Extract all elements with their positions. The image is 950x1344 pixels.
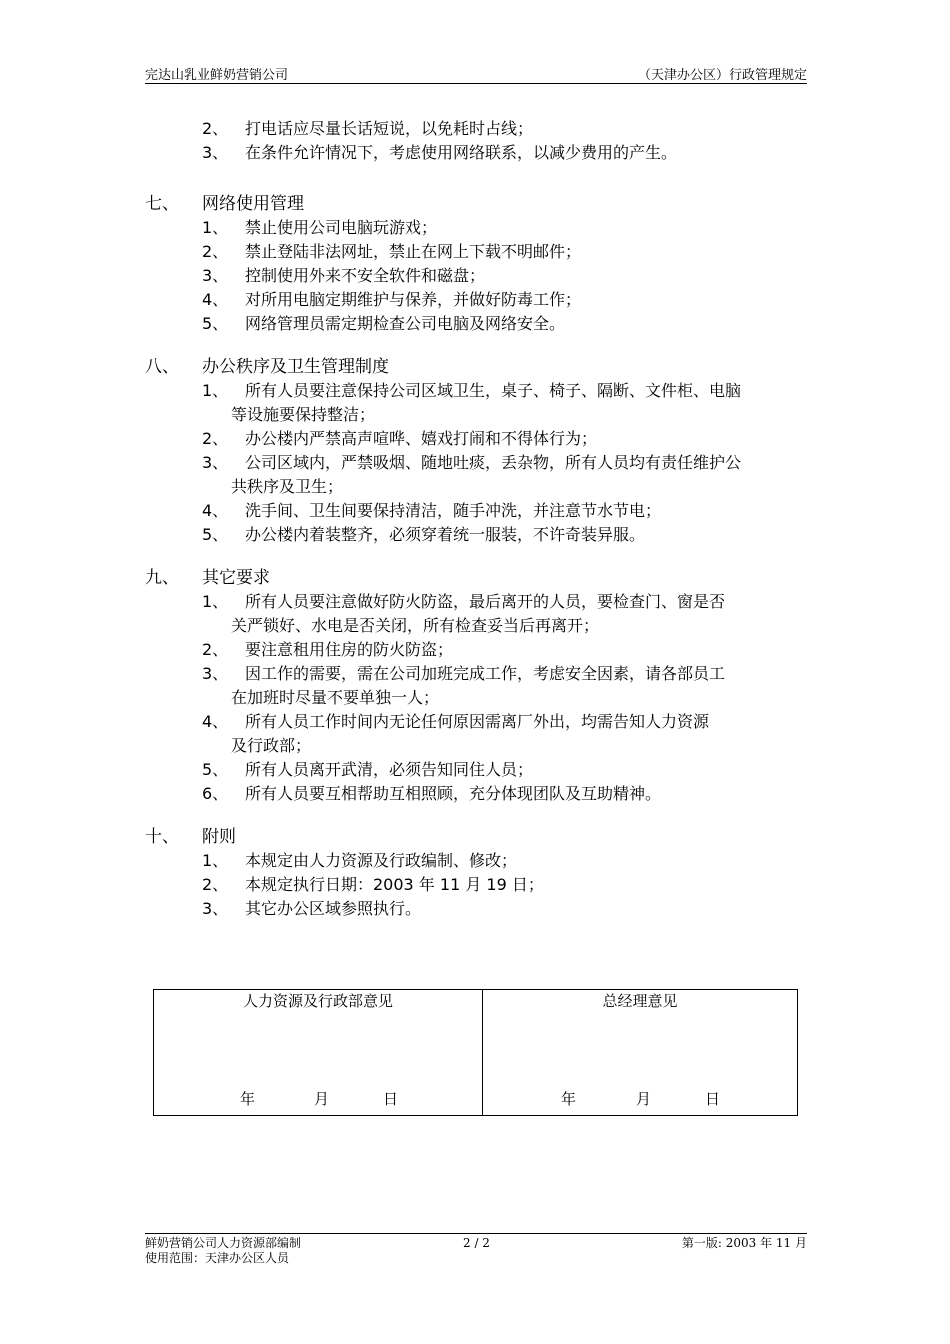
item-text: 办公楼内着装整齐，必须穿着统一服装，不许奇装异服。	[245, 525, 646, 544]
list-item	[145, 216, 807, 240]
item-number: 4、	[202, 712, 229, 731]
list-item	[145, 873, 807, 897]
item-text: 其它办公区域参照执行。	[245, 899, 422, 918]
list-item	[145, 710, 807, 734]
item-text: 在条件允许情况下，考虑使用网络联系，以减少费用的产生。	[245, 143, 678, 162]
item-number: 5、	[202, 314, 229, 333]
item-number: 3、	[202, 664, 229, 683]
item-number: 2、	[202, 875, 229, 894]
header-doc-title: （天津办公区）行政管理规定	[637, 68, 807, 83]
gm-date-day: 日	[705, 1090, 721, 1108]
section-title: 办公秩序及卫生管理制度	[202, 357, 389, 377]
item-number: 1、	[202, 592, 229, 611]
hr-opinion-title: 人力资源及行政部意见	[242, 992, 393, 1010]
item-text: 控制使用外来不安全软件和磁盘；	[245, 266, 486, 285]
item-number: 6、	[202, 784, 229, 803]
item-number: 4、	[202, 501, 229, 520]
section-heading	[145, 355, 807, 379]
item-text: 要注意租用住房的防火防盗；	[245, 640, 454, 659]
item-text: 所有人员要注意做好防火防盗，最后离开的人员，要检查门、窗是否	[245, 592, 726, 611]
item-text: 网络管理员需定期检查公司电脑及网络安全。	[245, 314, 566, 333]
item-number: 1、	[202, 218, 229, 237]
item-number: 1、	[202, 381, 229, 400]
list-item	[145, 849, 807, 873]
item-number: 2、	[202, 119, 229, 138]
list-item	[145, 499, 807, 523]
list-item	[145, 758, 807, 782]
item-number: 5、	[202, 525, 229, 544]
item-text: 所有人员要互相帮助互相照顾，充分体现团队及互助精神。	[245, 784, 662, 803]
item-number: 1、	[202, 851, 229, 870]
list-item	[145, 264, 807, 288]
item-continuation: 等设施要保持整洁；	[231, 405, 376, 424]
approval-table	[153, 989, 798, 1116]
footer-scope: 使用范围：天津办公区人员	[145, 1251, 290, 1265]
item-continuation: 关严锁好、水电是否关闭，所有检查妥当后再离开；	[231, 616, 600, 635]
page-number: 2 / 2	[463, 1236, 490, 1250]
item-text: 禁止登陆非法网址，禁止在网上下载不明邮件；	[245, 242, 582, 261]
hr-date-year: 年	[240, 1090, 256, 1108]
item-text: 禁止使用公司电脑玩游戏；	[245, 218, 438, 237]
item-continuation: 在加班时尽量不要单独一人；	[231, 688, 440, 707]
item-continuation: 共秩序及卫生；	[231, 477, 344, 496]
list-item	[145, 662, 807, 686]
list-item	[145, 451, 807, 475]
item-text: 本规定执行日期：2003 年 11 月 19 日；	[245, 875, 544, 894]
header-company: 完达山乳业鲜奶营销公司	[145, 68, 289, 83]
item-number: 3、	[202, 266, 229, 285]
hr-date-day: 日	[383, 1090, 399, 1108]
list-item	[145, 117, 807, 141]
list-item	[145, 427, 807, 451]
list-item	[145, 897, 807, 921]
section-heading	[145, 825, 807, 849]
gm-date-year: 年	[561, 1090, 577, 1108]
item-number: 2、	[202, 242, 229, 261]
item-number: 4、	[202, 290, 229, 309]
item-text: 办公楼内严禁高声喧哗、嬉戏打闹和不得体行为；	[245, 429, 598, 448]
section-number: 七、	[145, 194, 179, 214]
item-number: 3、	[202, 899, 229, 918]
item-number: 2、	[202, 429, 229, 448]
item-text: 所有人员工作时间内无论任何原因需离厂外出，均需告知人力资源	[245, 712, 710, 731]
item-number: 3、	[202, 453, 229, 472]
list-item	[145, 782, 807, 806]
section-title: 其它要求	[202, 568, 270, 588]
section-heading	[145, 192, 807, 216]
section-number: 十、	[145, 827, 179, 847]
hr-date-month: 月	[314, 1090, 330, 1108]
list-item	[145, 523, 807, 547]
section-title: 网络使用管理	[202, 194, 304, 214]
item-text: 因工作的需要，需在公司加班完成工作，考虑安全因素，请各部员工	[245, 664, 726, 683]
document-body	[145, 117, 807, 921]
item-text: 所有人员离开武清，必须告知同住人员；	[245, 760, 534, 779]
footer-version: 第一版: 2003 年 11 月	[681, 1236, 807, 1250]
section-number: 九、	[145, 568, 179, 588]
header-rule	[145, 83, 807, 84]
item-text: 公司区域内，严禁吸烟、随地吐痰，丢杂物，所有人员均有责任维护公	[245, 453, 742, 472]
section-heading	[145, 566, 807, 590]
list-item	[145, 312, 807, 336]
gm-date-month: 月	[636, 1090, 652, 1108]
gm-opinion-title: 总经理意见	[602, 992, 678, 1010]
item-number: 5、	[202, 760, 229, 779]
section-number: 八、	[145, 357, 179, 377]
item-number: 2、	[202, 640, 229, 659]
item-number: 3、	[202, 143, 229, 162]
list-item	[145, 590, 807, 614]
item-text: 对所用电脑定期维护与保养，并做好防毒工作；	[245, 290, 582, 309]
footer-compiler: 鲜奶营销公司人力资源部编制	[145, 1236, 302, 1250]
item-continuation: 及行政部；	[231, 736, 312, 755]
list-item	[145, 141, 807, 165]
list-item	[145, 288, 807, 312]
item-text: 洗手间、卫生间要保持清洁，随手冲洗，并注意节水节电；	[245, 501, 662, 520]
list-item	[145, 638, 807, 662]
list-item	[145, 379, 807, 403]
section-title: 附则	[202, 827, 236, 847]
footer-rule	[145, 1233, 807, 1234]
item-text: 打电话应尽量长话短说，以免耗时占线；	[245, 119, 534, 138]
item-text: 本规定由人力资源及行政编制、修改；	[245, 851, 518, 870]
page-header	[145, 64, 807, 84]
item-text: 所有人员要注意保持公司区域卫生，桌子、椅子、隔断、文件柜、电脑	[245, 381, 742, 400]
list-item	[145, 240, 807, 264]
